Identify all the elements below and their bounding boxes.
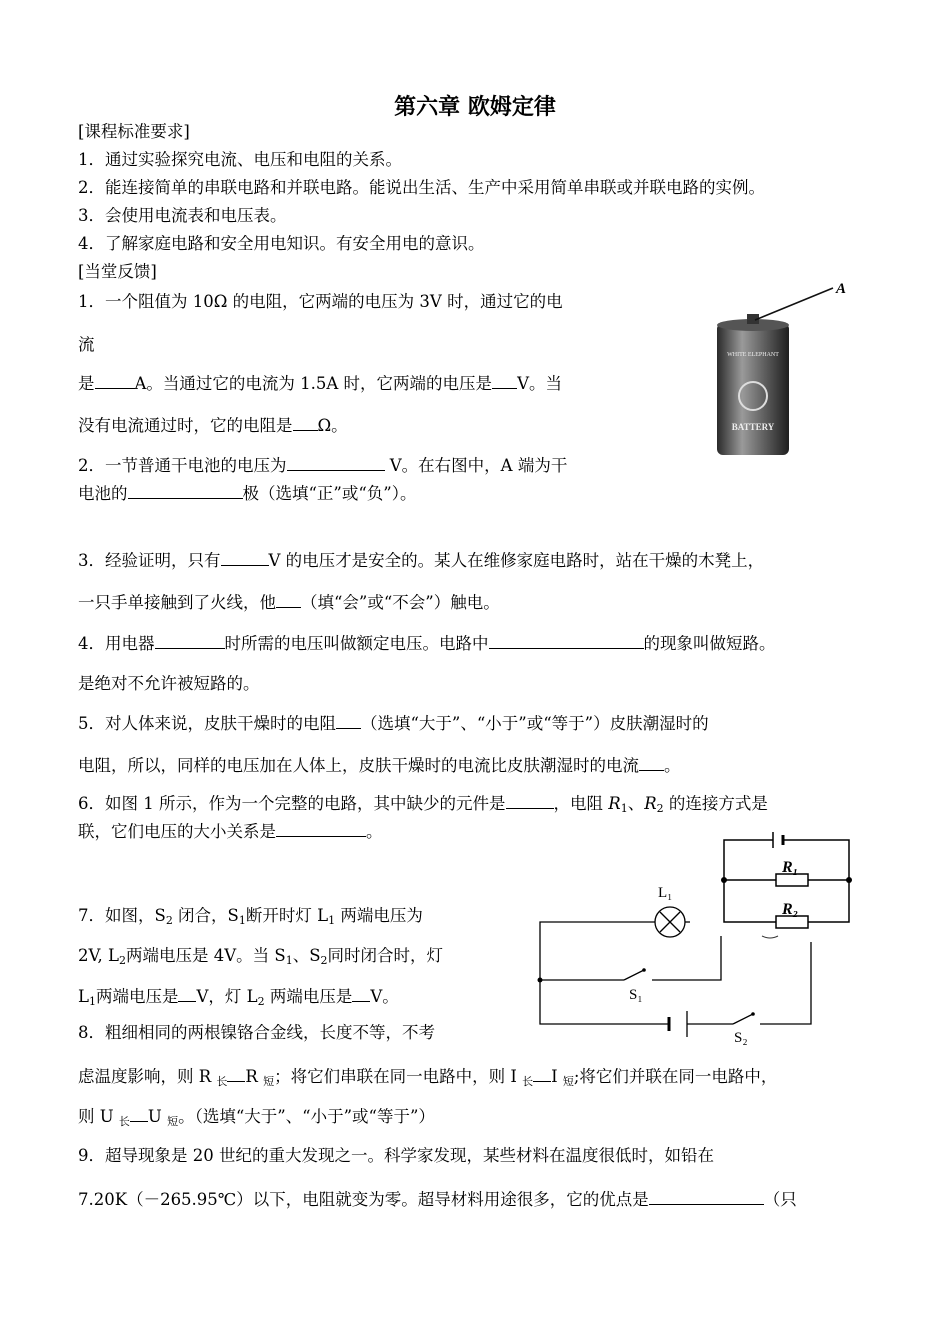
question-8-line-1: 8．粗细相同的两根镍铬合金线，长度不等，不考 — [78, 1023, 435, 1042]
requirement-item: 2．能连接简单的串联电路和并联电路。能说出生活、生产中采用简单串联或并联电路的实例。 — [78, 178, 765, 197]
battery-word: BATTERY — [731, 422, 775, 432]
r2-label: R₂ — [782, 901, 799, 918]
requirements-header: [课程标准要求] — [78, 122, 190, 141]
battery-wire — [755, 288, 833, 320]
answer-blank[interactable] — [287, 453, 385, 471]
question-9-line-2: 7.20K（－265.95℃）以下，电阻就变为零。超导材料用途很多，它的优点是 （只 — [78, 1187, 797, 1211]
requirement-item: 4．了解家庭电路和安全用电知识。有安全用电的意识。 — [78, 234, 485, 253]
answer-blank[interactable] — [155, 631, 225, 649]
requirement-item: 1．通过实验探究电流、电压和电阻的关系。 — [78, 150, 402, 169]
question-8-line-2: 虑温度影响，则 R $_长$ R $_短$；将它们串联在同一电路中，则 I $_长$ I $_短$;将它们并联在同一电路中， — [78, 1064, 777, 1093]
page-title: 第六章 欧姆定律 — [394, 94, 556, 120]
question-2-line-2: 电池的 极（选填“正”或“负”）。 — [78, 481, 417, 505]
answer-blank[interactable] — [533, 1064, 551, 1082]
wire-left-top — [540, 922, 655, 980]
lamp-label: L₁ — [658, 885, 673, 901]
answer-blank[interactable] — [336, 711, 361, 729]
question-8-line-3: 则 U $_长$ U $_短$。（选填“大于”、“小于”或“等于”） — [78, 1104, 435, 1133]
question-6-line-1: 6．如图 1 所示，作为一个完整的电路，其中缺少的元件是 ，电阻 $R_1$、$R_2$ 的连接方式是 — [78, 791, 768, 820]
answer-blank[interactable] — [130, 1104, 148, 1122]
answer-blank[interactable] — [178, 984, 196, 1002]
junction-right — [846, 877, 852, 883]
terminal-label: A — [836, 281, 847, 297]
answer-blank[interactable] — [293, 413, 318, 431]
question-9-line-1: 9．超导现象是 20 世纪的重大发现之一。科学家发现，某些材料在温度很低时，如铅在 — [78, 1146, 714, 1165]
wire-right — [760, 942, 811, 1024]
s1-contact — [642, 968, 646, 972]
answer-blank[interactable] — [95, 371, 135, 389]
question-1-line-1: 1．一个阻值为 10Ω 的电阻，它两端的电压为 3V 时，通过它的电 — [78, 292, 563, 311]
answer-blank[interactable] — [221, 548, 269, 566]
switch-s2-blade — [733, 1014, 753, 1024]
question-5-line-1: 5．对人体来说，皮肤干燥时的电阻 （选填“大于”、“小于”或“等于”）皮肤潮湿时的 — [78, 711, 709, 735]
question-4-line-2: 是绝对不允许被短路的。 — [78, 674, 260, 693]
answer-blank[interactable] — [128, 481, 243, 499]
question-2-line-1: 2．一节普通干电池的电压为 V。在右图中，A 端为干 — [78, 453, 567, 477]
battery-figure — [705, 278, 855, 463]
answer-blank[interactable] — [506, 791, 554, 809]
question-4-line-1: 4．用电器 时所需的电压叫做额定电压。电路中 的现象叫做短路。 — [78, 631, 776, 655]
question-1-line-4: 没有电流通过时，它的电阻是 Ω。 — [78, 413, 348, 437]
question-7-line-2: 2V, $L_2$两端电压是 4V。当 $S_1$、$S_2$同时闭合时，灯 — [78, 946, 444, 967]
requirement-item: 3．会使用电流表和电压表。 — [78, 206, 287, 225]
battery-brand: WHITE ELEPHANT — [727, 352, 779, 358]
answer-blank[interactable] — [227, 1064, 245, 1082]
switch-s1-blade — [624, 970, 644, 980]
question-3-line-2: 一只手单接触到了火线，他 （填“会”或“不会”）触电。 — [78, 590, 500, 614]
question-6-line-2: 联，它们电压的大小关系是 。 — [78, 819, 383, 843]
question-5-line-2: 电阻，所以，同样的电压加在人体上，皮肤干燥时的电流比皮肤潮湿时的电流 。 — [78, 753, 681, 777]
question-1-line-3: 是 A。当通过它的电流为 1.5A 时，它两端的电压是 V。当 — [78, 371, 562, 395]
answer-blank[interactable] — [649, 1187, 764, 1205]
battery-body — [717, 323, 789, 455]
wire-s1-right — [652, 936, 721, 980]
answer-blank[interactable] — [352, 984, 370, 1002]
question-1-line-2: 流 — [78, 335, 95, 354]
question-7-line-1: 7．如图，$S_2$ 闭合，$S_1$断开时灯 $L_1$ 两端电压为 — [78, 906, 423, 927]
wire-bottom-left — [540, 980, 669, 1024]
r1-label: R₁ — [782, 859, 799, 876]
feedback-header: [当堂反馈] — [78, 262, 157, 281]
answer-blank[interactable] — [276, 819, 366, 837]
question-7-line-3: $L_1$两端电压是 V，灯 $L_2$ 两端电压是 V。 — [78, 984, 399, 1013]
answer-blank[interactable] — [489, 631, 644, 649]
answer-blank[interactable] — [639, 753, 664, 771]
s1-label: S₁ — [629, 987, 643, 1003]
circuit-figure-2 — [528, 878, 818, 1048]
junction-left — [538, 978, 543, 983]
answer-blank[interactable] — [492, 371, 517, 389]
answer-blank[interactable] — [276, 590, 301, 608]
s2-label: S₂ — [734, 1030, 748, 1046]
question-3-line-1: 3．经验证明，只有 V 的电压才是安全的。某人在维修家庭电路时，站在干燥的木凳上， — [78, 548, 764, 572]
s2-contact — [751, 1012, 755, 1016]
